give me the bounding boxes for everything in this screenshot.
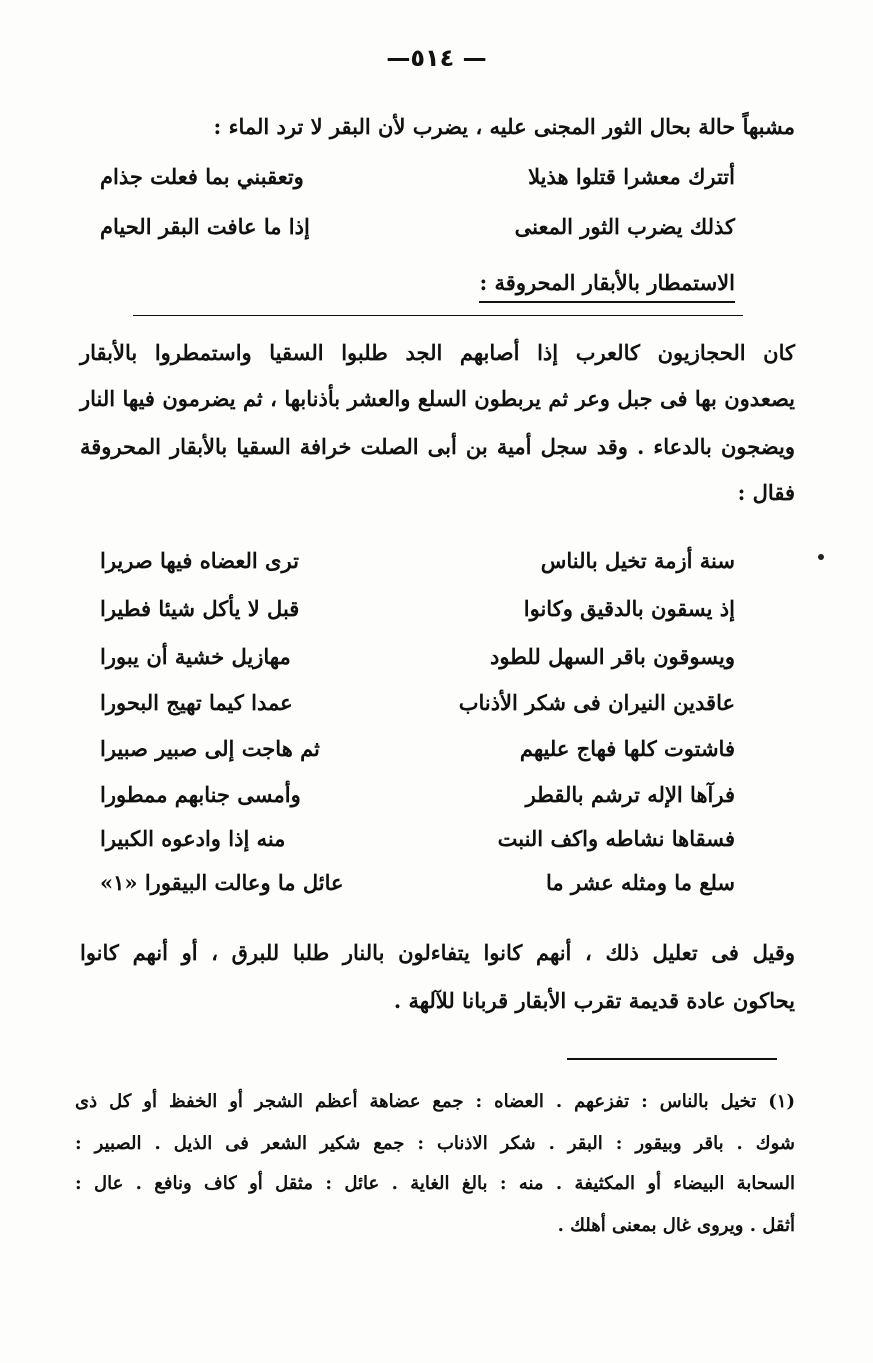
heading-rule — [133, 315, 743, 316]
paragraph-1-line: يصعدون بها فى جبل وعر ثم يربطون السلع والعشر بأذنابها ، ثم يضرمون فيها النار — [80, 386, 795, 411]
verse-hemistich-first: أتترك معشرا قتلوا هذيلا — [528, 164, 735, 189]
verse-2-3 — [100, 644, 735, 676]
verse-2-1 — [100, 548, 735, 580]
footnote-line: شوك . باقر وبيقور : البقر . شكر الاذناب : جمع شكير الشعر فى الذيل . الصبير : — [75, 1133, 795, 1154]
verse-hemistich-first: فاشتوت كلها فهاج عليهم — [519, 736, 735, 761]
verse-hemistich-second: عمدا كيما تهيج البحورا — [100, 690, 293, 715]
verse-1-2 — [100, 214, 735, 246]
verse-2-7 — [100, 826, 735, 858]
verse-2-6 — [100, 782, 735, 814]
verse-hemistich-first: فسقاها نشاطه واكف النبت — [497, 826, 735, 851]
paragraph-1-line: كان الحجازيون كالعرب إذا أصابهم الجد طلبوا السقيا واستمطروا بالأبقار — [80, 340, 795, 365]
section-heading: الاستمطار بالأبقار المحروقة : — [479, 270, 735, 303]
ink-dot — [818, 554, 824, 560]
verse-hemistich-second: ترى العضاه فيها صريرا — [100, 548, 299, 573]
paragraph-1-line: فقال : — [737, 480, 795, 505]
verse-hemistich-first: فرآها الإله ترشم بالقطر — [525, 782, 735, 807]
intro-line: مشبهاً حالة بحال الثور المجنى عليه ، يضرب لأن البقر لا ترد الماء : — [213, 114, 795, 139]
verse-2-5 — [100, 736, 735, 768]
verse-hemistich-first: سلع ما ومثله عشر ما — [545, 870, 735, 895]
verse-hemistich-first: سنة أزمة تخيل بالناس — [540, 548, 735, 573]
verse-hemistich-second: منه إذا وادعوه الكبيرا — [100, 826, 286, 851]
verse-hemistich-second: ثم هاجت إلى صبير صبيرا — [100, 736, 320, 761]
verse-hemistich-second: قبل لا يأكل شيئا فطيرا — [100, 596, 300, 621]
page-number: —٥١٤ — — [386, 44, 487, 72]
paragraph-2-line: يحاكون عادة قديمة تقرب الأبقار قربانا للآلهة . — [393, 988, 795, 1013]
footnote-line: (١) تخيل بالناس : تفزعهم . العضاه : جمع عضاهة أعظم الشجر أو الخفظ أو كل ذى — [75, 1091, 795, 1112]
verse-hemistich-second: وأمسى جنابهم ممطورا — [100, 782, 301, 807]
verse-1-1 — [100, 164, 735, 196]
verse-2-8 — [100, 870, 735, 902]
verse-hemistich-second: وتعقبني بما فعلت جذام — [100, 164, 304, 189]
verse-hemistich-first: ويسوقون باقر السهل للطود — [489, 644, 735, 669]
verse-hemistich-second: مهازيل خشية أن يبورا — [100, 644, 291, 669]
paragraph-2-line: وقيل فى تعليل ذلك ، أنهم كانوا يتفاءلون بالنار طلبا للبرق ، أو أنهم كانوا — [80, 940, 795, 965]
verse-2-2 — [100, 596, 735, 628]
verse-hemistich-first: كذلك يضرب الثور المعنى — [514, 214, 735, 239]
footnote-line: السحابة البيضاء أو المكثيفة . منه : بالغ الغاية . عائل : مثقل أو كاف ونافع . عال : — [75, 1173, 795, 1194]
verse-hemistich-first: عاقدين النيران فى شكر الأذناب — [458, 690, 735, 715]
verse-hemistich-second: إذا ما عافت البقر الحيام — [100, 214, 310, 239]
footnote-line: أثقل . ويروى غال بمعنى أهلك . — [557, 1215, 795, 1236]
paragraph-1-line: ويضجون بالدعاء . وقد سجل أمية بن أبى الصلت خرافة السقيا بالأبقار المحروقة — [80, 434, 795, 459]
verse-2-4 — [100, 690, 735, 722]
verse-hemistich-second: عائل ما وعالت البيقورا «١» — [100, 870, 344, 895]
footnote-separator — [567, 1058, 777, 1060]
verse-hemistich-first: إذ يسقون بالدقيق وكانوا — [523, 596, 735, 621]
